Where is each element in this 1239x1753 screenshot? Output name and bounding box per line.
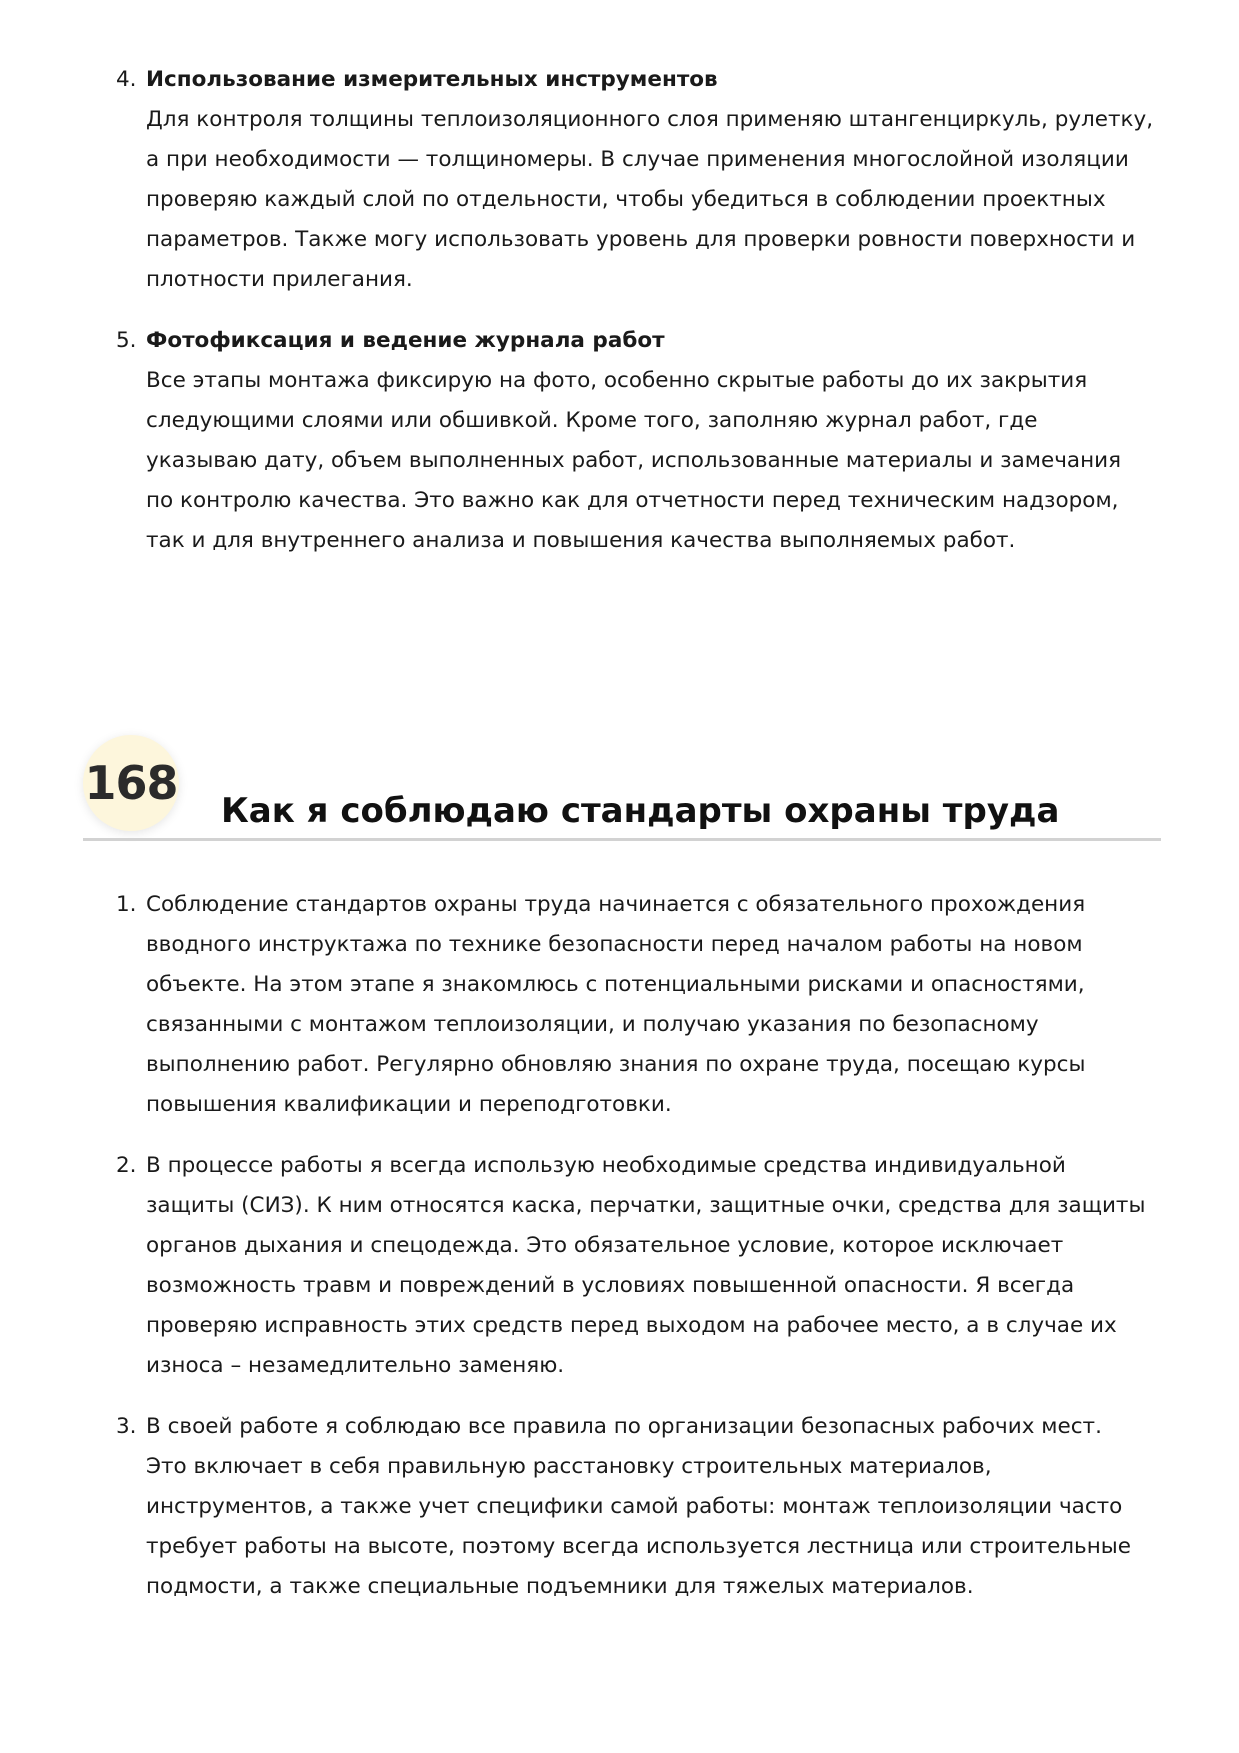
list-item-number: 5. [116, 328, 137, 353]
list-item-text-line: Это включает в себя правильную расстановку строительных материалов, [146, 1454, 992, 1479]
list-item-text-line: по контролю качества. Это важно как для отчетности перед техническим надзором, [146, 488, 1119, 513]
list-item-number: 1. [116, 892, 137, 917]
list-item-text-line: а при необходимости — толщиномеры. В случае применения многослойной изоляции [146, 147, 1129, 172]
list-item [116, 1146, 1161, 1386]
list-item [116, 1407, 1161, 1607]
list-item-text-line: вводного инструктажа по технике безопасности перед началом работы на новом [146, 932, 1083, 957]
numbered-list-section [116, 885, 1161, 1628]
section-divider [83, 838, 1161, 841]
list-item-text-line: Соблюдение стандартов охраны труда начинается с обязательного прохождения [146, 892, 1086, 917]
list-item-text-line: Все этапы монтажа фиксирую на фото, особенно скрытые работы до их закрытия [146, 368, 1088, 393]
list-item-text-line: повышения квалификации и переподготовки. [146, 1092, 672, 1117]
list-item-text-line: защиты (СИЗ). К ним относятся каска, перчатки, защитные очки, средства для защиты [146, 1193, 1146, 1218]
list-item-text-line: плотности прилегания. [146, 267, 413, 292]
section-number-badge: 168 [83, 735, 179, 831]
list-item-text-line: указываю дату, объем выполненных работ, использованные материалы и замечания [146, 448, 1122, 473]
section-title: Как я соблюдаю стандарты охраны труда [221, 791, 1060, 832]
list-item-text-line: инструментов, а также учет специфики самой работы: монтаж теплоизоляции часто [146, 1494, 1123, 1519]
list-item-number: 2. [116, 1153, 137, 1178]
list-item-title: Фотофиксация и ведение журнала работ [146, 328, 665, 353]
list-item-number: 4. [116, 67, 137, 92]
section-header [83, 735, 1161, 845]
list-item-text-line: проверяю каждый слой по отдельности, чтобы убедиться в соблюдении проектных [146, 187, 1106, 212]
list-item [116, 60, 1161, 300]
list-item-text-line: возможность травм и повреждений в условиях повышенной опасности. Я всегда [146, 1273, 1075, 1298]
list-item-number: 3. [116, 1414, 137, 1439]
list-item-text-line: следующими слоями или обшивкой. Кроме того, заполняю журнал работ, где [146, 408, 1038, 433]
list-item [116, 321, 1161, 561]
list-item-text-line: износа – незамедлительно заменяю. [146, 1353, 565, 1378]
list-item-text-line: органов дыхания и спецодежда. Это обязательное условие, которое исключает [146, 1233, 1064, 1258]
list-item-text-line: В процессе работы я всегда использую необходимые средства индивидуальной [146, 1153, 1066, 1178]
numbered-list-top [116, 60, 1161, 582]
list-item [116, 885, 1161, 1125]
list-item-text-line: Для контроля толщины теплоизоляционного слоя применяю штангенциркуль, рулетку, [146, 107, 1154, 132]
list-item-text-line: подмости, а также специальные подъемники для тяжелых материалов. [146, 1574, 974, 1599]
list-item-text-line: требует работы на высоте, поэтому всегда используется лестница или строительные [146, 1534, 1131, 1559]
list-item-text-line: объекте. На этом этапе я знакомлюсь с потенциальными рисками и опасностями, [146, 972, 1085, 997]
list-item-text-line: так и для внутреннего анализа и повышения качества выполняемых работ. [146, 528, 1016, 553]
list-item-text-line: проверяю исправность этих средств перед выходом на рабочее место, а в случае их [146, 1313, 1117, 1338]
list-item-text-line: выполнению работ. Регулярно обновляю знания по охране труда, посещаю курсы [146, 1052, 1086, 1077]
list-item-text-line: В своей работе я соблюдаю все правила по организации безопасных рабочих мест. [146, 1414, 1102, 1439]
list-item-text-line: параметров. Также могу использовать уровень для проверки ровности поверхности и [146, 227, 1136, 252]
list-item-text-line: связанными с монтажом теплоизоляции, и получаю указания по безопасному [146, 1012, 1039, 1037]
list-item-title: Использование измерительных инструментов [146, 67, 718, 92]
